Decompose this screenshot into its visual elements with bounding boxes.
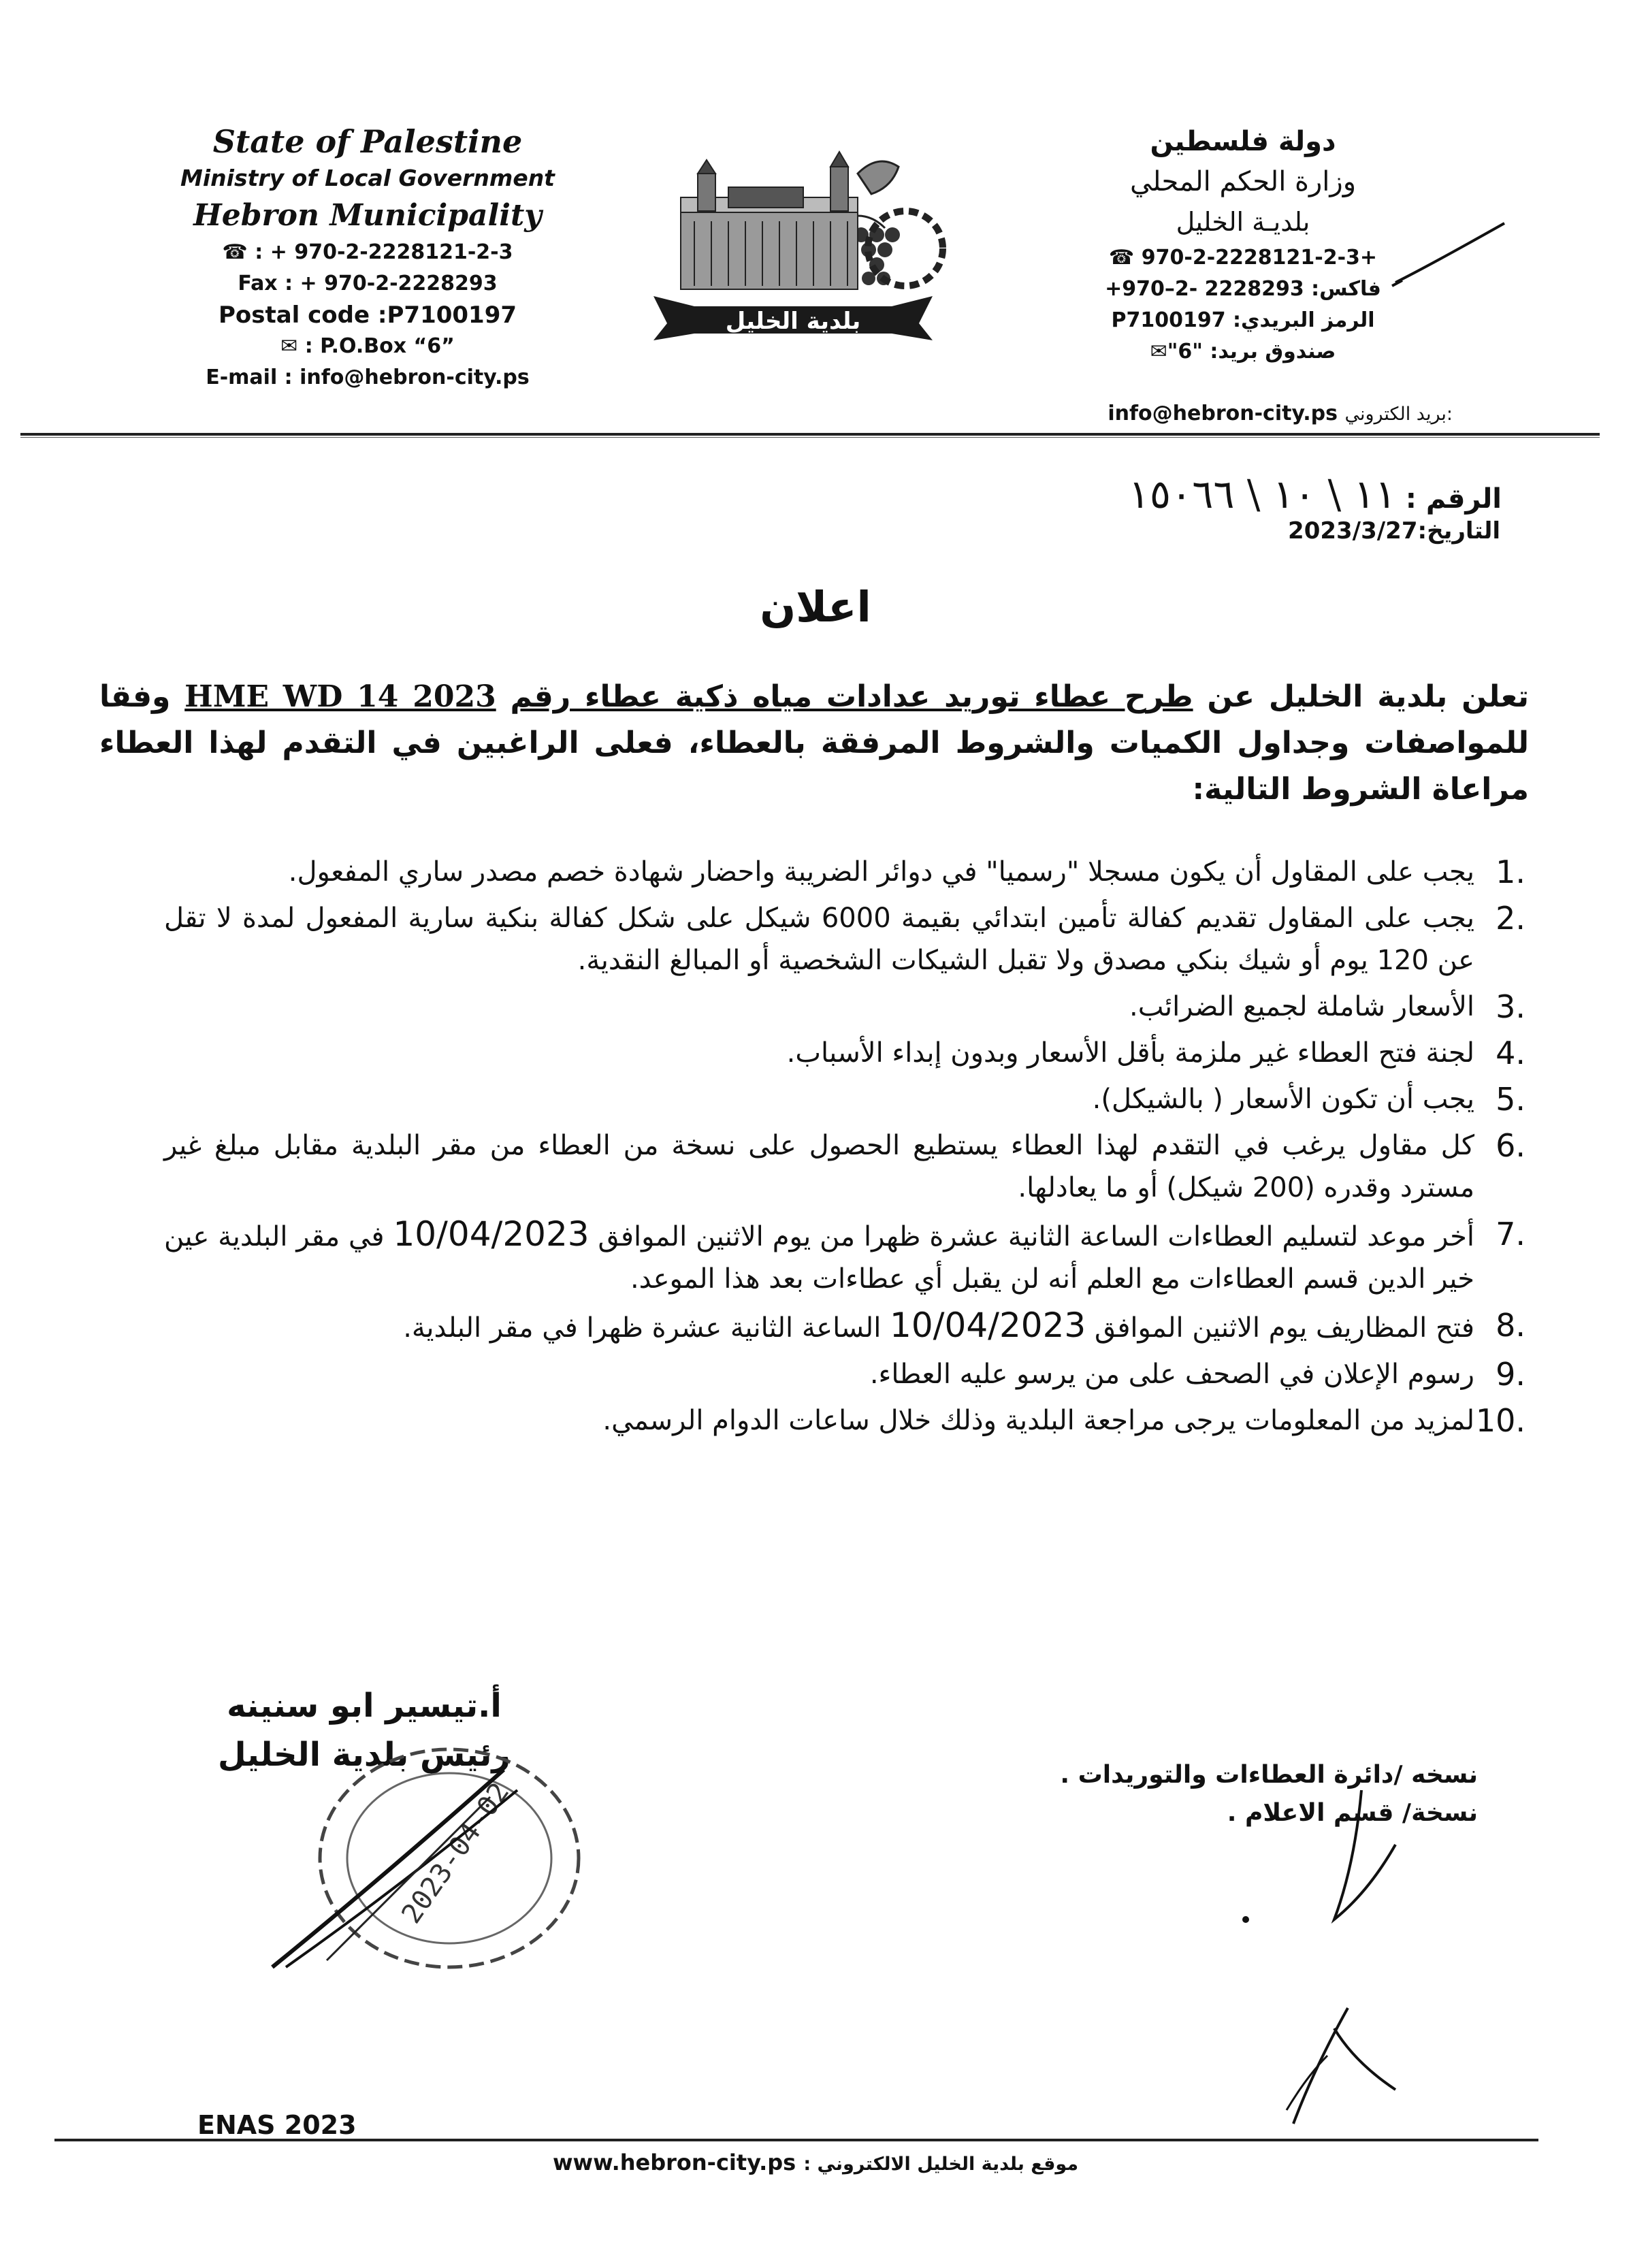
item-number: .5: [1496, 1081, 1525, 1118]
state-name-ar: دولة فلسطين: [1150, 126, 1336, 157]
date-label: التاريخ:: [1417, 517, 1500, 545]
intro-part1: تعلن بلدية الخليل عن: [1193, 679, 1530, 714]
list-item: [164, 1213, 1525, 1300]
email-ar-label: بريد الكتروني:: [1344, 404, 1453, 425]
item-number: .8: [1496, 1307, 1525, 1344]
item-number: .7: [1496, 1216, 1525, 1252]
item-text: [164, 1213, 1474, 1300]
pobox-ar: صندوق بريد: "6"✉: [1150, 340, 1336, 363]
header-arabic: [1025, 121, 1461, 368]
logo-label: بلدية الخليل: [725, 308, 861, 335]
email-en: E-mail : info@hebron-city.ps: [206, 366, 530, 389]
item-text: كل مقاول يرغب في التقدم لهذا العطاء يستطيع الحصول على نسخة من العطاء من مقر البلدية مقابل مبلغ غير مسترد وقدره (200 شيكل) أو ما يعادلها.: [164, 1130, 1474, 1203]
footer-site-label: موقع بلدية الخليل الالكتروني :: [803, 2154, 1079, 2175]
intro-tender-subject: طرح عطاء توريد عدادات مياه ذكية عطاء رقم: [510, 679, 1193, 714]
date-value: 2023/3/27: [1288, 517, 1418, 545]
item-text: [164, 1304, 1474, 1349]
official-stamp: [245, 1743, 599, 1988]
intro-part3: وفقا للمواصفات وجداول الكميات والشروط المرفقة بالعطاء، فعلى الراغبين في التقدم لهذا العطاء مراعاة الشروط التالية:: [99, 679, 1529, 807]
signatory-title: رئيس بلدية الخليل: [217, 1736, 511, 1774]
reference-label: الرقم :: [1405, 483, 1502, 515]
item-number: .2: [1496, 900, 1525, 937]
header-divider: [20, 433, 1600, 436]
list-item: [164, 1399, 1525, 1442]
footer-site: www.hebron-city.ps: [552, 2150, 796, 2175]
copy-line: نسخة/ قسم الاعلام .: [1227, 1799, 1478, 1827]
item-text: لمزيد من المعلومات يرجى مراجعة البلدية وذلك خلال ساعات الدوام الرسمي.: [602, 1405, 1474, 1436]
list-item: [164, 1304, 1525, 1349]
list-item: [164, 1124, 1525, 1209]
state-name-en: State of Palestine: [212, 123, 523, 160]
email-ar: [1108, 402, 1453, 425]
reference-number: [1129, 471, 1502, 517]
header-divider-thin: [20, 437, 1600, 438]
item-text-part2: الساعة الثانية عشرة ظهرا في مقر البلدية.: [403, 1312, 882, 1344]
handwritten-signature: [1191, 1783, 1477, 2137]
list-item: [164, 986, 1525, 1028]
tender-code: HME WD 14 2023: [184, 679, 496, 714]
footer: [0, 2150, 1631, 2175]
ministry-name-en: Ministry of Local Government: [180, 165, 555, 191]
fax-ar: فاكس: 2228293 -2–970+: [1105, 277, 1381, 301]
item-text: الأسعار شاملة لجميع الضرائب.: [1129, 991, 1474, 1022]
item-text: رسوم الإعلان في الصحف على من يرسو عليه العطاء.: [869, 1359, 1474, 1390]
phone-ar: +970-2-2228121-2-3 ☎: [1108, 246, 1378, 270]
item-text: لجنة فتح العطاء غير ملزمة بأقل الأسعار وبدون إبداء الأسباب.: [786, 1037, 1474, 1069]
reference-value: ١١ \ ١٠ \ ١٥٠٦٦: [1128, 471, 1396, 517]
pobox-en: ✉ : P.O.Box “6”: [280, 334, 455, 358]
item-text: يجب على المقاول أن يكون مسجلا "رسميا" في دوائر الضريبة واحضار شهادة خصم مصدر ساري المفعول.: [288, 856, 1474, 888]
item-number: .10: [1475, 1402, 1525, 1439]
item-text: يجب أن تكون الأسعار ( بالشيكل).: [1092, 1084, 1474, 1115]
item-text-part2: في مقر البلدية عين خير الدين قسم العطاءات مع العلم أنه لن يقبل أي عطاءات بعد هذا الموعد.: [164, 1221, 1474, 1295]
municipality-logo: [633, 133, 953, 357]
header-english: [163, 121, 572, 393]
item-number: .3: [1496, 988, 1525, 1025]
phone-en: ☎ : + 970-2-2228121-2-3: [222, 240, 513, 264]
item-number: .4: [1496, 1035, 1525, 1071]
list-item: [164, 1078, 1525, 1120]
copy-line: نسخه /دائرة العطاءات والتوريدات .: [1060, 1761, 1478, 1789]
page-title: اعلان: [760, 582, 871, 632]
municipality-name-ar: بلديـة الخليل: [1176, 207, 1310, 237]
stamp-date: 2023-04-02: [395, 1777, 516, 1930]
list-item: [164, 851, 1525, 893]
postal-code-ar: الرمز البريدي: P7100197: [1111, 308, 1375, 332]
item-text-part1: أخر موعد لتسليم العطاءات الساعة الثانية عشرة ظهرا من يوم الاثنين الموافق: [598, 1221, 1475, 1252]
list-item: [164, 1353, 1525, 1395]
document-date: [1288, 517, 1500, 545]
signatory-name: أ.تيسير ابو سنينه: [227, 1687, 502, 1725]
deadline-date: 10/04/2023: [393, 1214, 590, 1254]
item-number: .6: [1496, 1127, 1525, 1164]
email-ar-value: info@hebron-city.ps: [1108, 402, 1338, 425]
list-item: [164, 1032, 1525, 1074]
item-text-part1: فتح المظاريف يوم الاثنين الموافق: [1094, 1312, 1474, 1344]
footer-divider: [54, 2139, 1538, 2141]
conditions-list: [164, 851, 1525, 1446]
item-number: .9: [1496, 1356, 1525, 1393]
intro-paragraph: [99, 674, 1529, 813]
fax-en: Fax : + 970-2-2228293: [238, 272, 498, 295]
item-text: يجب على المقاول تقديم كفالة تأمين ابتدائي بقيمة 6000 شيكل على شكل كفالة بنكية سارية المفعول لمدة لا تقل عن 120 يوم أو شيك بنكي مصدق ولا تقبل الشيكات الشخصية أو المبالغ النقدية.: [164, 903, 1475, 976]
opening-date: 10/04/2023: [890, 1306, 1086, 1345]
ministry-name-ar: وزارة الحكم المحلي: [1129, 166, 1357, 197]
document-code: ENAS 2023: [197, 2110, 357, 2140]
list-item: [164, 897, 1525, 982]
item-number: .1: [1496, 854, 1525, 890]
postal-code-en: Postal code :P7100197: [218, 302, 517, 329]
municipality-name-en: Hebron Municipality: [193, 198, 542, 233]
